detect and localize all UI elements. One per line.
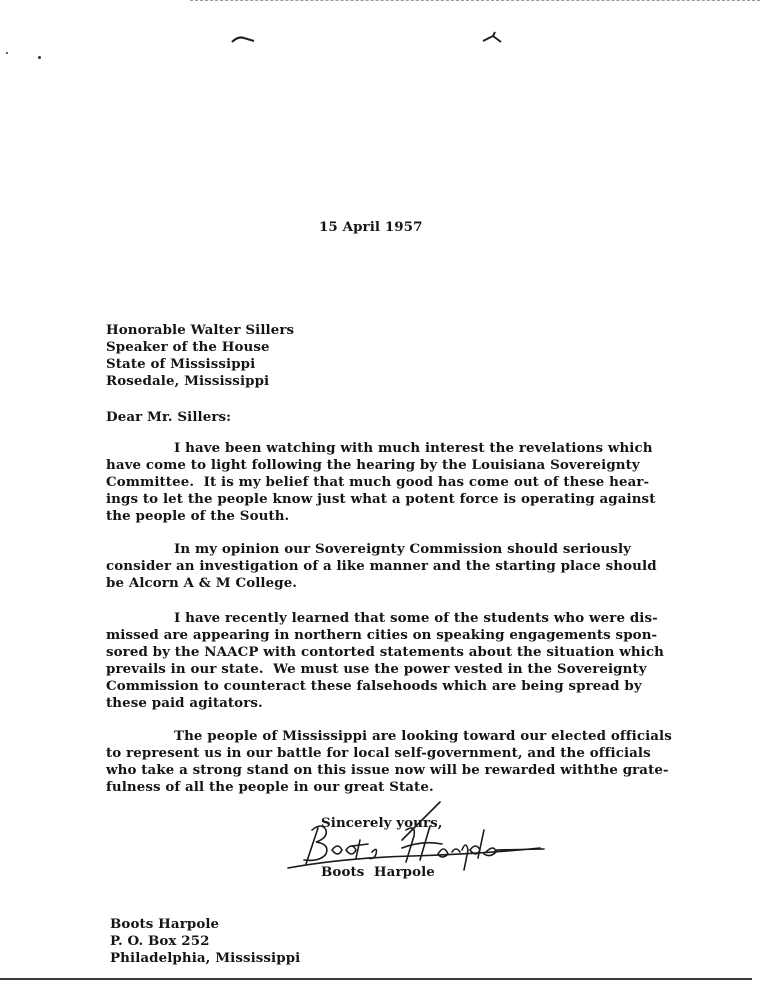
body-line: these paid agitators. (106, 695, 263, 711)
body-line: I have recently learned that some of the students who were dis- (174, 610, 658, 626)
sender-line: P. O. Box 252 (110, 933, 210, 949)
body-line: ings to let the people know just what a potent force is operating against (106, 491, 656, 507)
body-line: consider an investigation of a like manner and the starting place should (106, 558, 657, 574)
body-line: I have been watching with much interest the revelations which (174, 440, 653, 456)
scan-speck (38, 56, 41, 59)
closing: Sincerely yours, (321, 815, 443, 831)
body-line: In my opinion our Sovereignty Commission should seriously (174, 541, 632, 557)
scan-speck (6, 52, 8, 54)
typed-signature-name: Boots Harpole (321, 864, 435, 880)
recipient-line: State of Mississippi (106, 356, 256, 372)
recipient-line: Speaker of the House (106, 339, 270, 355)
body-line: prevails in our state. We must use the power vested in the Sovereignty (106, 661, 647, 677)
body-line: Commission to counteract these falsehoods which are being spread by (106, 678, 642, 694)
body-line: missed are appearing in northern cities on speaking engagements spon- (106, 627, 658, 643)
body-line: the people of the South. (106, 508, 290, 524)
body-line: who take a strong stand on this issue now will be rewarded withthe grate- (106, 762, 669, 778)
sender-line: Boots Harpole (110, 916, 220, 932)
salutation: Dear Mr. Sillers: (106, 409, 232, 425)
letter-date: 15 April 1957 (319, 219, 423, 235)
body-line: The people of Mississippi are looking toward our elected officials (174, 728, 672, 744)
sender-line: Philadelphia, Mississippi (110, 950, 301, 966)
recipient-line: Rosedale, Mississippi (106, 373, 270, 389)
recipient-line: Honorable Walter Sillers (106, 322, 295, 338)
body-line: sored by the NAACP with contorted statements about the situation which (106, 644, 664, 660)
body-line: fulness of all the people in our great State. (106, 779, 434, 795)
body-line: to represent us in our battle for local self-government, and the officials (106, 745, 651, 761)
scan-mark-right (481, 30, 505, 46)
body-line: have come to light following the hearing by the Louisiana Sovereignty (106, 457, 640, 473)
body-line: be Alcorn A & M College. (106, 575, 298, 591)
scan-top-edge (190, 0, 760, 1)
scan-mark-left (230, 32, 256, 46)
body-line: Committee. It is my belief that much good has come out of these hear- (106, 474, 650, 490)
scan-bottom-edge (0, 978, 752, 980)
